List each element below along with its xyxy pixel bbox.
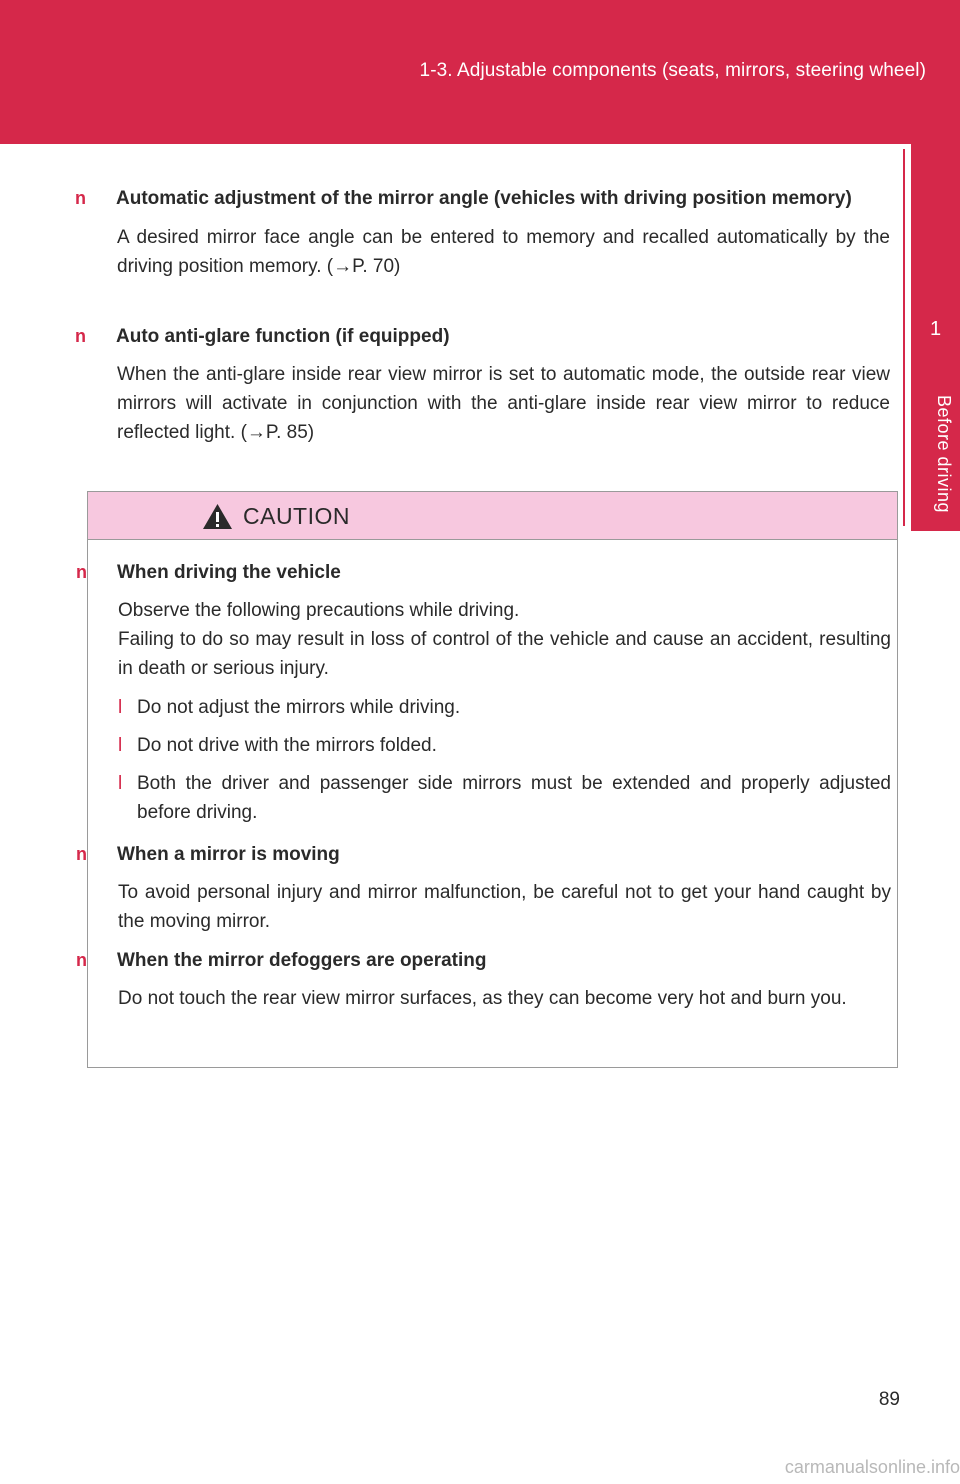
bullet-icon: l: [118, 697, 123, 718]
caution-heading-text: When the mirror defoggers are operating: [117, 950, 487, 971]
caution-body: Observe the following precautions while driving.: [118, 600, 520, 621]
bullet-icon: l: [118, 735, 123, 756]
bullet-icon: n: [76, 950, 87, 970]
caution-body: Failing to do so may result in loss of control of the vehicle and cause an accident, resulting in death or serious injury.: [118, 629, 891, 679]
side-rule: [903, 149, 905, 526]
caution-title: CAUTION: [243, 503, 350, 529]
section-body: A desired mirror face angle can be entered to memory and recalled automatically by the driving position memory. (→P. 70): [117, 227, 890, 277]
section-heading-text: Auto anti-glare function (if equipped): [116, 326, 450, 347]
caution-heading: [76, 840, 891, 869]
page-header: [0, 0, 960, 144]
bullet-icon: n: [76, 562, 87, 582]
caution-list-item: [118, 731, 891, 760]
chapter-label: Before driving: [934, 395, 954, 514]
caution-list-item-text: Both the driver and passenger side mirrors must be extended and properly adjusted before driving.: [137, 773, 891, 823]
caution-heading: [76, 946, 891, 975]
caution-list-item-text: Do not adjust the mirrors while driving.: [137, 697, 461, 718]
caution-box: [76, 491, 898, 1068]
bullet-icon: n: [75, 326, 86, 346]
section-heading: [75, 322, 890, 351]
caution-list-item: [118, 693, 891, 722]
caution-body: Do not touch the rear view mirror surfaces, as they can become very hot and burn you.: [118, 988, 847, 1009]
bullet-icon: n: [76, 844, 87, 864]
warning-icon: [202, 503, 233, 530]
caution-list-item-text: Do not drive with the mirrors folded.: [137, 735, 437, 756]
page-number: 89: [878, 1389, 900, 1410]
section-body: When the anti-glare inside rear view mirror is set to automatic mode, the outside rear view mirrors will activate in conjunction with the anti-glare inside rear view mirror to reduce reflected light. (→P. 85): [117, 364, 890, 443]
watermark: carmanualsonline.info: [784, 1457, 960, 1477]
bullet-icon: n: [75, 188, 86, 208]
caution-list-item: [118, 769, 891, 827]
caution-body: To avoid personal injury and mirror malfunction, be careful not to get your hand caught by the moving mirror.: [118, 882, 891, 932]
caution-section-defoggers: [76, 946, 891, 1013]
section-mirror-angle: [75, 184, 890, 281]
caution-section-moving: [76, 840, 891, 936]
caution-heading-text: When driving the vehicle: [117, 562, 341, 583]
section-heading-text: Automatic adjustment of the mirror angle (vehicles with driving position memory): [116, 188, 852, 209]
caution-header: [88, 492, 897, 540]
caution-section-driving: [76, 558, 891, 827]
section-heading: [75, 184, 890, 213]
chapter-number: 1: [929, 318, 942, 340]
section-anti-glare: [75, 322, 890, 447]
header-title: 1-3. Adjustable components (seats, mirrors, steering wheel): [419, 60, 926, 81]
bullet-icon: l: [118, 773, 123, 794]
caution-heading-text: When a mirror is moving: [117, 844, 340, 865]
caution-heading: [76, 558, 891, 587]
